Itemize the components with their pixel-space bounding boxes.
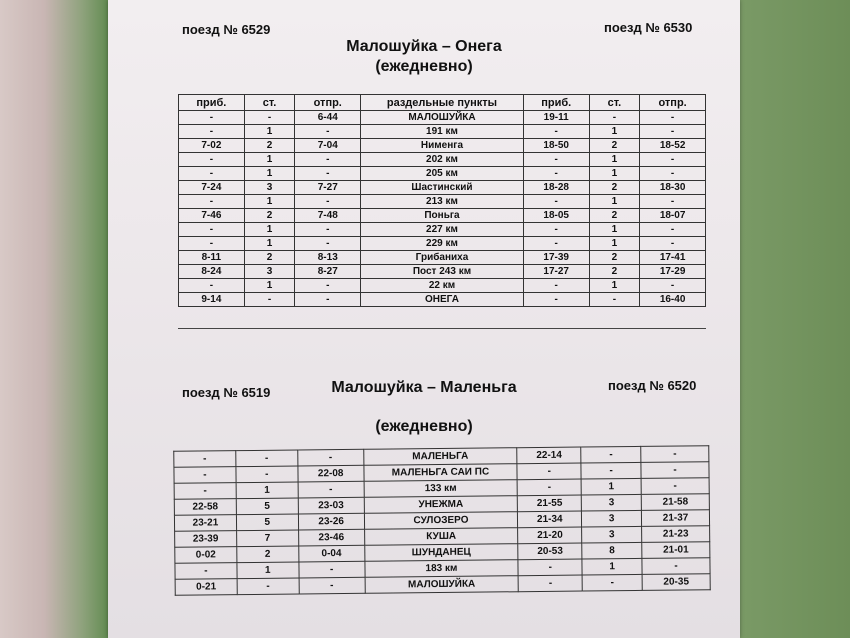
table-cell: 7-24 [179, 181, 245, 195]
table-row [179, 195, 706, 209]
table-cell: 213 км [361, 195, 524, 209]
table-cell: - [299, 561, 365, 578]
table-row [179, 293, 706, 307]
table-cell: - [179, 237, 245, 251]
table-cell: МАЛЕНЬГА САИ ПС [363, 464, 517, 482]
table-cell: 5 [236, 498, 298, 515]
table-cell: 2 [589, 265, 640, 279]
table-cell: ШУНДАНЕЦ [364, 544, 518, 562]
table-cell: - [518, 559, 582, 576]
table-cell: - [523, 223, 589, 237]
table-cell: 17-29 [640, 265, 706, 279]
table-cell: 191 км [361, 125, 524, 139]
table-cell: - [640, 237, 706, 251]
table-cell: ОНЕГА [361, 293, 524, 307]
table-cell: 1 [589, 279, 640, 293]
table-cell: 18-07 [640, 209, 706, 223]
table-cell: КУША [364, 528, 518, 546]
table-cell: - [174, 483, 236, 500]
col-arrival: приб. [179, 95, 245, 111]
table-cell: УНЕЖМА [364, 496, 518, 514]
header-row [179, 95, 706, 111]
col-arrival-return: приб. [523, 95, 589, 111]
col-stop-return: ст. [589, 95, 640, 111]
table-cell: - [641, 446, 709, 463]
table-cell: - [179, 167, 245, 181]
table-cell: СУЛОЗЕРО [364, 512, 518, 530]
route-title-malenga: Малошуйка – Маленьга [331, 379, 517, 396]
table-cell: - [179, 223, 245, 237]
table-cell: 23-39 [175, 531, 237, 548]
table-cell: - [523, 237, 589, 251]
table-cell: - [642, 558, 710, 575]
table-cell: 2 [237, 546, 299, 563]
table-cell: - [640, 153, 706, 167]
table-row [179, 125, 706, 139]
table-cell: 21-01 [642, 542, 710, 559]
table-cell: - [297, 449, 363, 466]
table-row [179, 181, 706, 195]
schedule-table-malenga [173, 445, 710, 596]
table-cell: 21-37 [641, 510, 709, 527]
table-cell: 23-26 [298, 513, 364, 530]
table-cell: - [581, 446, 641, 463]
table-cell: 21-55 [518, 495, 582, 512]
table-cell: - [523, 125, 589, 139]
table-row [179, 237, 706, 251]
table-cell: 18-05 [523, 209, 589, 223]
table-row [179, 139, 706, 153]
table-cell: - [640, 125, 706, 139]
table-cell: - [295, 125, 361, 139]
table-cell: - [295, 279, 361, 293]
table-cell: - [641, 462, 709, 479]
table-row [179, 209, 706, 223]
table-cell: - [295, 167, 361, 181]
table-cell: - [517, 463, 581, 480]
table-cell: 7-48 [295, 209, 361, 223]
table-cell: 2 [589, 139, 640, 153]
table-cell: 1 [237, 562, 299, 579]
table-cell: 7-04 [295, 139, 361, 153]
table-cell: МАЛОШУЙКА [365, 576, 519, 594]
table-cell: 1 [589, 223, 640, 237]
table-cell: 1 [244, 195, 295, 209]
table-cell: 205 км [361, 167, 524, 181]
table-cell: 6-44 [295, 111, 361, 125]
table-cell: 23-03 [298, 497, 364, 514]
table-cell: 21-20 [518, 527, 582, 544]
table-cell: 22 км [361, 279, 524, 293]
table-cell: 19-11 [523, 111, 589, 125]
table-cell: Пост 243 км [361, 265, 524, 279]
table-cell: - [295, 237, 361, 251]
timetable-sheet [108, 0, 740, 638]
table-cell: 9-14 [179, 293, 245, 307]
table-cell: - [237, 578, 299, 595]
table-cell: 3 [581, 494, 641, 511]
wall-right [740, 0, 850, 638]
table-cell: - [175, 563, 237, 580]
table-cell: 18-52 [640, 139, 706, 153]
table-cell: 17-27 [523, 265, 589, 279]
table-row [179, 223, 706, 237]
table-cell: - [582, 574, 642, 591]
table-cell: 3 [582, 526, 642, 543]
table-cell: 3 [244, 265, 295, 279]
table-cell: 16-40 [640, 293, 706, 307]
table-cell: 17-41 [640, 251, 706, 265]
table-cell: 183 км [365, 560, 519, 578]
table-cell: Грибаниха [361, 251, 524, 265]
table-cell: 22-08 [298, 465, 364, 482]
frequency-label-2: (ежедневно) [375, 418, 473, 435]
table-cell: 7-27 [295, 181, 361, 195]
table-cell: 1 [589, 237, 640, 251]
table-cell: - [244, 111, 295, 125]
col-stop: ст. [244, 95, 295, 111]
train-number-6529: поезд № 6529 [182, 22, 271, 37]
table-cell: 1 [244, 223, 295, 237]
table-cell: 8-24 [179, 265, 245, 279]
divider-line [178, 328, 706, 329]
table-cell: - [523, 153, 589, 167]
table-cell: 7-02 [179, 139, 245, 153]
table-cell: 1 [244, 125, 295, 139]
table-cell: 229 км [361, 237, 524, 251]
table-cell: 7 [236, 530, 298, 547]
table-cell: - [589, 293, 640, 307]
table-cell: МАЛЕНЬГА [363, 448, 517, 466]
table-cell: - [298, 481, 364, 498]
route-title-onega: Малошуйка – Онега [346, 38, 502, 55]
table-cell: - [640, 279, 706, 293]
table-cell: - [589, 111, 640, 125]
table-cell: - [179, 279, 245, 293]
table-cell: 18-50 [523, 139, 589, 153]
table-cell: 1 [244, 237, 295, 251]
table-row [179, 111, 706, 125]
table-cell: 2 [244, 251, 295, 265]
table-cell: 1 [589, 153, 640, 167]
table-cell: - [179, 195, 245, 209]
table-cell: - [518, 575, 582, 592]
table-cell: 1 [581, 478, 641, 495]
table-cell: 22-14 [517, 447, 581, 464]
table-cell: - [523, 167, 589, 181]
table-cell: 1 [582, 558, 642, 575]
table-cell: 8-13 [295, 251, 361, 265]
table-cell: 3 [582, 510, 642, 527]
table-cell: 3 [244, 181, 295, 195]
table-cell: - [640, 111, 706, 125]
table-cell: - [295, 293, 361, 307]
col-stations: раздельные пункты [361, 95, 524, 111]
wall-left [0, 0, 110, 638]
table-cell: - [523, 293, 589, 307]
table-row [179, 265, 706, 279]
table-cell: 1 [589, 125, 640, 139]
table-cell: 2 [589, 181, 640, 195]
table-cell: Поньга [361, 209, 524, 223]
table-cell: - [523, 279, 589, 293]
table-row [179, 153, 706, 167]
table-cell: - [523, 195, 589, 209]
table-cell: - [295, 223, 361, 237]
table-cell: - [244, 293, 295, 307]
table-cell: 8-11 [179, 251, 245, 265]
table-cell: МАЛОШУЙКА [361, 111, 524, 125]
table-cell: 8 [582, 542, 642, 559]
table-cell: 2 [589, 209, 640, 223]
table-cell: 1 [589, 167, 640, 181]
table-cell: 0-04 [298, 545, 364, 562]
table-cell: - [295, 195, 361, 209]
table-cell: - [299, 577, 365, 594]
table-cell: - [640, 195, 706, 209]
table-cell: - [581, 462, 641, 479]
table-cell: 1 [244, 167, 295, 181]
table-cell: 5 [236, 514, 298, 531]
table-cell: 227 км [361, 223, 524, 237]
table-cell: 8-27 [295, 265, 361, 279]
table-cell: Шастинский [361, 181, 524, 195]
col-departure: отпр. [295, 95, 361, 111]
table-cell: 133 км [364, 480, 518, 498]
train-number-6520: поезд № 6520 [608, 378, 697, 393]
table-cell: 2 [244, 139, 295, 153]
table-row [179, 279, 706, 293]
table-cell: - [174, 451, 236, 468]
table-cell: - [179, 125, 245, 139]
table-cell: 202 км [361, 153, 524, 167]
table-cell: Нименга [361, 139, 524, 153]
schedule-table-onega [178, 94, 706, 307]
table-cell: 7-46 [179, 209, 245, 223]
table-cell: - [236, 466, 298, 483]
table-row [179, 167, 706, 181]
table-cell: - [295, 153, 361, 167]
table-cell: 1 [244, 153, 295, 167]
table-cell: 20-53 [518, 543, 582, 560]
table-cell: 21-34 [518, 511, 582, 528]
table-cell: - [179, 153, 245, 167]
table-cell: 0-02 [175, 547, 237, 564]
train-number-6519: поезд № 6519 [182, 385, 271, 400]
table-cell: 21-23 [642, 526, 710, 543]
table-cell: 2 [589, 251, 640, 265]
table-cell: - [517, 479, 581, 496]
table-cell: 17-39 [523, 251, 589, 265]
table-cell: 23-46 [298, 529, 364, 546]
table-cell: - [179, 111, 245, 125]
table-cell: 0-21 [175, 579, 237, 596]
table-row [179, 251, 706, 265]
table-cell: 1 [244, 279, 295, 293]
frequency-label-1: (ежедневно) [375, 58, 473, 75]
train-number-6530: поезд № 6530 [604, 20, 693, 35]
table-cell: 1 [236, 482, 298, 499]
table-cell: - [174, 467, 236, 484]
table-cell: 18-28 [523, 181, 589, 195]
col-departure-return: отпр. [640, 95, 706, 111]
table-cell: - [641, 478, 709, 495]
table-cell: - [640, 167, 706, 181]
table-cell: 21-58 [641, 494, 709, 511]
table-cell: 23-21 [174, 515, 236, 532]
table-cell: 2 [244, 209, 295, 223]
table-cell: - [236, 450, 298, 467]
table-cell: 20-35 [642, 574, 710, 591]
table-cell: 22-58 [174, 499, 236, 516]
table-cell: 18-30 [640, 181, 706, 195]
table-cell: - [640, 223, 706, 237]
table-cell: 1 [589, 195, 640, 209]
